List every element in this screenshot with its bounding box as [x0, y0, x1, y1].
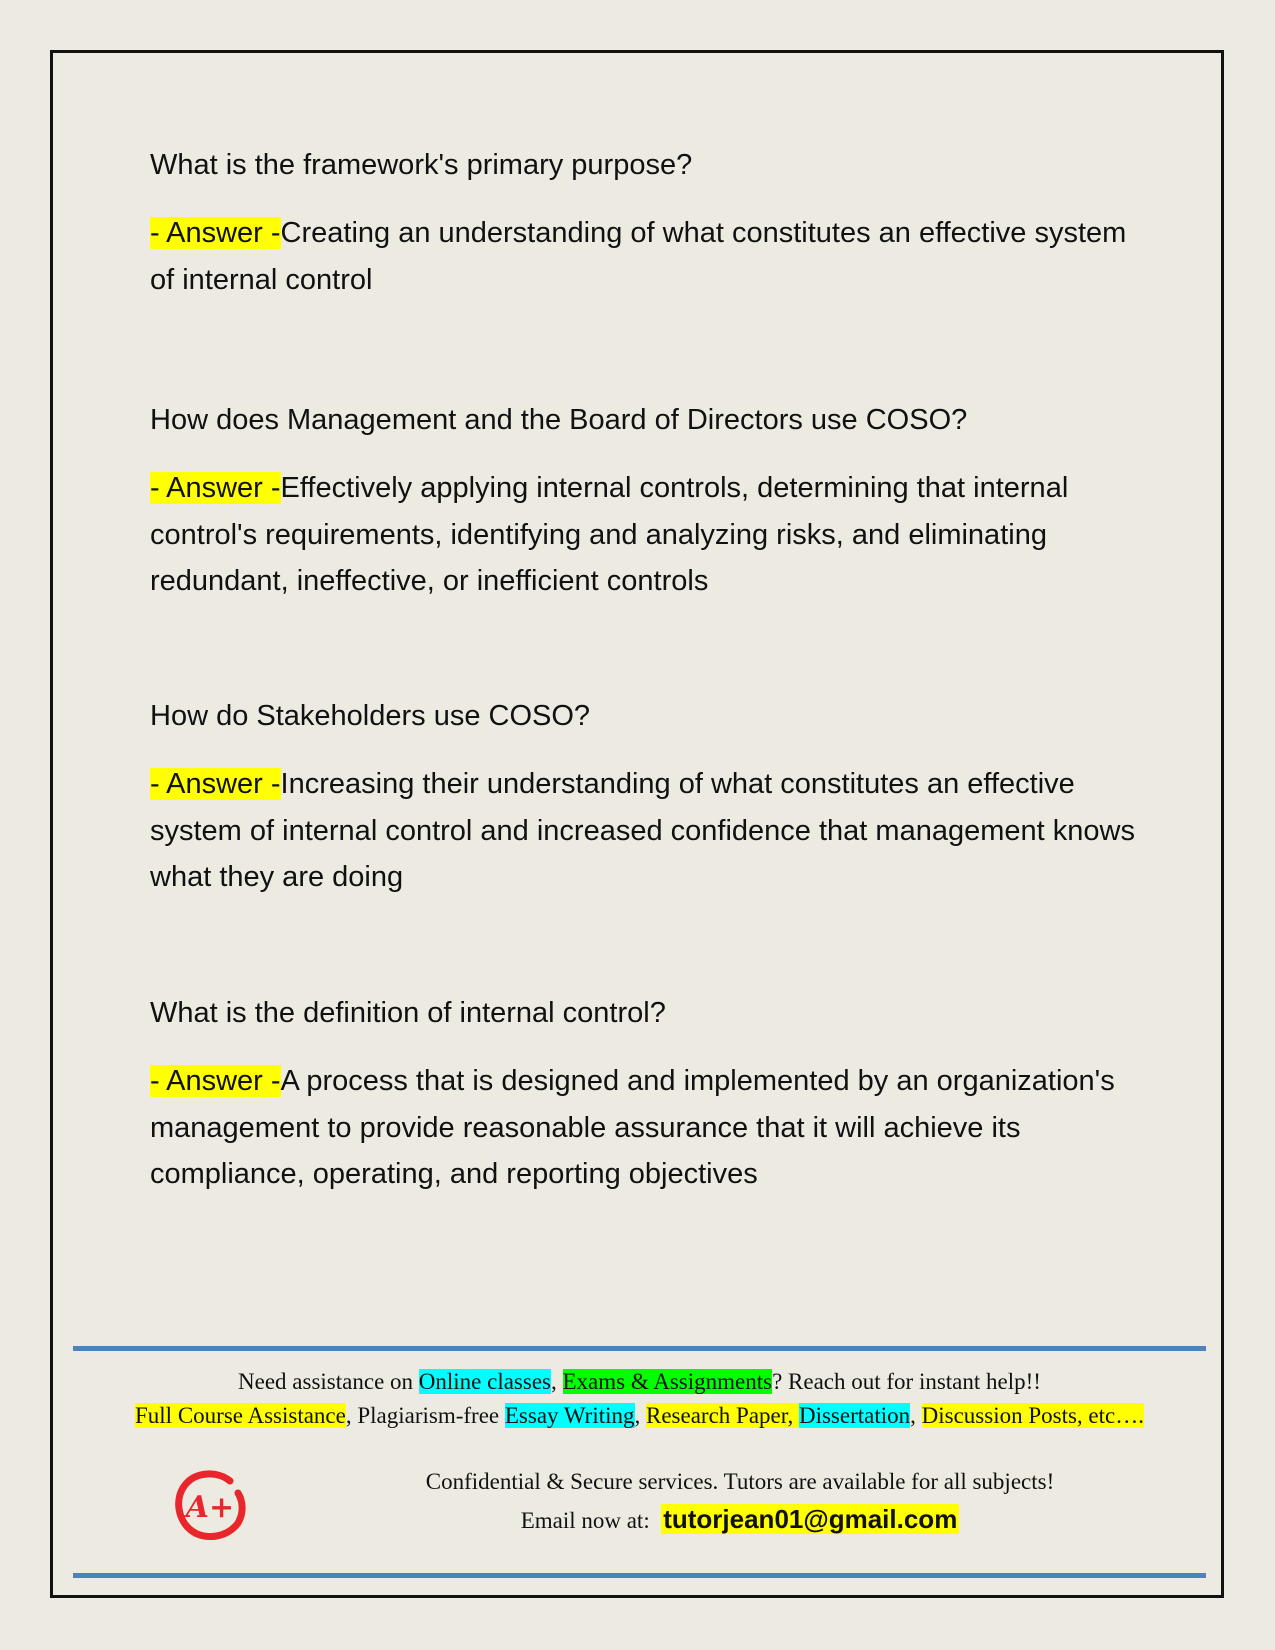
answer-text: A process that is designed and implemented by an organization's management to provide reasonable assurance that it will achieve its compliance, operating, and reporting objectives — [150, 1065, 1115, 1190]
logo-text: A+ — [185, 1490, 235, 1525]
answer-label: - Answer - — [150, 472, 281, 504]
dissertation-highlight: Dissertation — [798, 1403, 911, 1428]
qa-item — [150, 402, 1140, 605]
question: What is the definition of internal control? — [150, 997, 666, 1029]
answer-text: Effectively applying internal controls, determining that internal control's requirements, identifying and analyzing risks, and eliminating redundant, ineffective, or inefficient controls — [150, 472, 1069, 597]
research-paper-highlight: Research Paper, — [646, 1403, 799, 1428]
answer-text: Creating an understanding of what constitutes an effective system of internal control — [150, 217, 1127, 296]
qa-item — [150, 147, 1140, 303]
footer-line-2 — [73, 1401, 1206, 1431]
footer-text: , — [634, 1403, 646, 1428]
footer-line-1 — [73, 1367, 1206, 1397]
footer-text: , — [910, 1403, 922, 1428]
answer — [150, 761, 1140, 901]
answer-text: Increasing their understanding of what constitutes an effective system of internal control and increased confidence that management knows what they are doing — [150, 768, 1135, 893]
footer-text: ? Reach out for instant help!! — [772, 1369, 1041, 1394]
email-label: Email now at: — [520, 1508, 650, 1533]
footer-line-3: Confidential & Secure services. Tutors are available for all subjects! — [425, 1469, 1055, 1494]
footer-email-line — [300, 1504, 1180, 1536]
question: How does Management and the Board of Directors use COSO? — [150, 404, 968, 436]
email-address[interactable]: tutorjean01@gmail.com — [663, 1504, 958, 1534]
exams-assignments-highlight: Exams & Assignments — [562, 1369, 773, 1394]
footer-text: Need assistance on — [238, 1369, 419, 1394]
qa-item — [150, 698, 1140, 901]
answer — [150, 210, 1140, 303]
footer-text: , Plagiarism-free — [345, 1403, 505, 1428]
answer — [150, 1058, 1140, 1198]
discussion-posts-highlight: Discussion Posts, etc…. — [921, 1403, 1144, 1428]
footer-top-rule — [73, 1346, 1206, 1351]
answer-label: - Answer - — [150, 768, 281, 800]
footer-text: , — [551, 1369, 563, 1394]
online-classes-highlight: Online classes — [418, 1369, 551, 1394]
answer — [150, 465, 1140, 605]
question: How do Stakeholders use COSO? — [150, 700, 591, 732]
essay-writing-highlight: Essay Writing — [504, 1403, 635, 1428]
question: What is the framework's primary purpose? — [150, 149, 693, 181]
qa-item — [150, 995, 1140, 1198]
footer-bottom-rule — [73, 1573, 1206, 1578]
full-course-highlight: Full Course Assistance — [135, 1403, 346, 1428]
answer-label: - Answer - — [150, 217, 281, 249]
answer-label: - Answer - — [150, 1065, 281, 1097]
a-plus-grade-icon — [172, 1467, 248, 1543]
